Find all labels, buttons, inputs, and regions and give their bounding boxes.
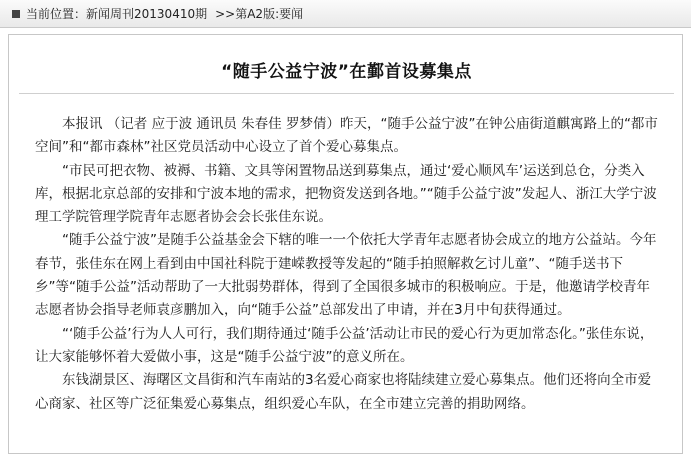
- breadcrumb-page-link[interactable]: 第A2版:要闻: [235, 7, 304, 21]
- article-paragraph: “随手公益宁波”是随手公益基金会下辖的唯一一个依托大学青年志愿者协会成立的地方公益站。今年春节，张佳东在网上看到由中国社科院于建嵘教授等发起的“随手拍照解救乞讨儿童”、“随手送书下乡”等“随手公益”活动帮助了一大批弱势群体，得到了全国很多城市的积极响应。于是，他邀请学校青年志愿者协会指导老师袁彦鹏加入，向“随手公益”总部发出了申请，并在3月中旬获得通过。: [35, 232, 657, 319]
- article-paragraph: 本报讯 （记者 应于波 通讯员 朱春佳 罗梦倩）昨天，“随手公益宁波”在钟公庙街道麒寓路上的“都市空间”和“都市森林”社区党员活动中心设立了首个爱心募集点。: [35, 116, 658, 156]
- article-paragraph: “市民可把衣物、被褥、书籍、文具等闲置物品送到募集点，通过‘爱心顺风车’运送到总仓，分类入库，根据北京总部的安排和宁波本地的需求，把物资发送到各地。”“随手公益宁波”发起人、浙江大学宁波理工学院管理学院青年志愿者协会会长张佳东说。: [35, 162, 657, 226]
- article-body: [35, 113, 663, 416]
- article-panel: [8, 34, 683, 454]
- article-paragraph: 东钱湖景区、海曙区文昌街和汽车南站的3名爱心商家也将陆续建立爱心募集点。他们还将向全市爱心商家、社区等广泛征集爱心募集点，组织爱心车队，在全市建立完善的捐助网络。: [35, 372, 652, 412]
- article-title: “随手公益宁波”在鄞首设募集点: [221, 62, 472, 82]
- breadcrumb-separator: >>: [215, 6, 236, 21]
- breadcrumb-bar: [0, 0, 691, 28]
- title-divider: [19, 93, 674, 94]
- article-paragraph: “‘随手公益’行为人人可行，我们期待通过‘随手公益’活动让市民的爱心行为更加常态化。”张佳东说，让大家能够怀着大爱做小事，这是“随手公益宁波”的意义所在。: [35, 325, 654, 365]
- breadcrumb-issue-link[interactable]: 新闻周刊20130410期: [86, 7, 208, 21]
- location-marker-icon: [12, 10, 20, 18]
- breadcrumb-prefix: 当前位置：: [26, 7, 87, 21]
